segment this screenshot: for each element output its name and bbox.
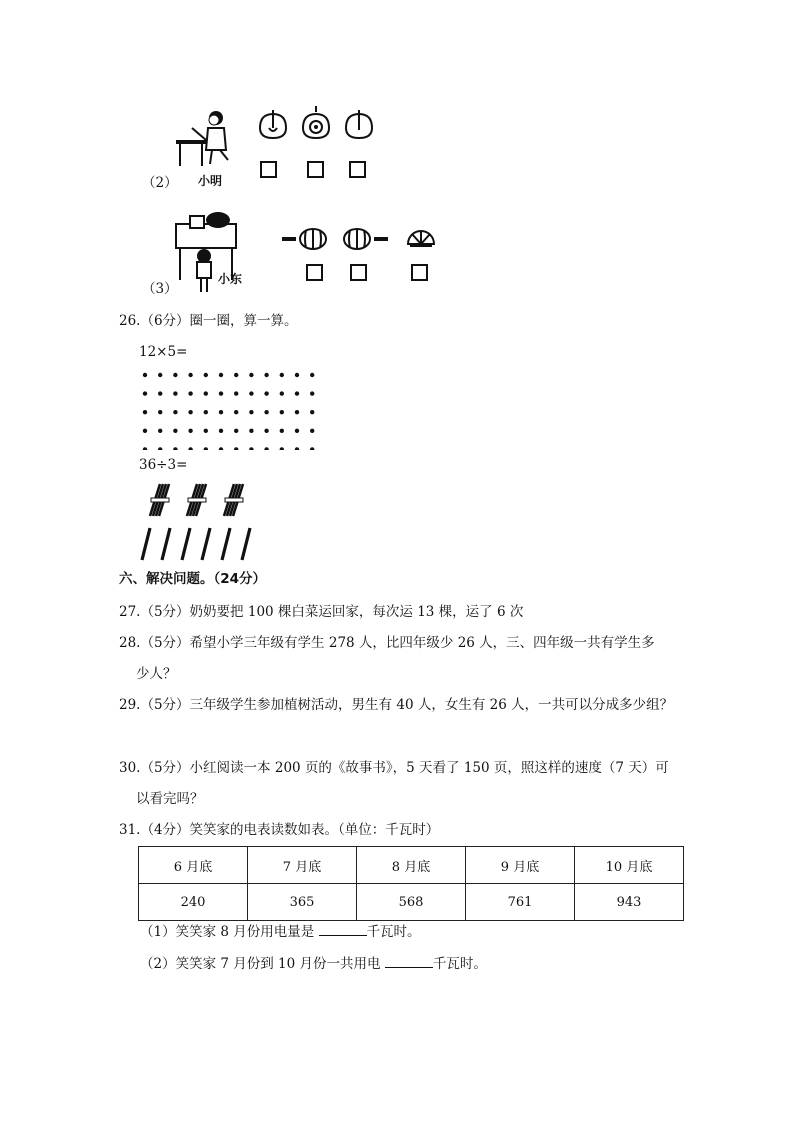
stick-bundle-icon (224, 484, 243, 516)
dot (264, 410, 268, 414)
q25-part2-answer-box-2[interactable] (307, 161, 324, 178)
dot (264, 429, 268, 433)
q31-title: 31.（4分）笑笑家的电表读数如表。（单位：千瓦时） (119, 822, 440, 838)
table-header-cell: 8 月底 (357, 847, 466, 884)
q30-line2: 以看完吗？ (136, 791, 204, 807)
q26-expr-divide: 36÷3= (139, 457, 188, 473)
dot (204, 429, 208, 433)
q31-sub1-answer-blank[interactable] (319, 923, 367, 936)
dot (310, 447, 314, 450)
dot (158, 447, 162, 450)
dot (249, 447, 253, 450)
q31-sub2-prefix: （2）笑笑家 7 月份到 10 月份一共用电 (140, 956, 381, 972)
table-cell: 761 (466, 884, 575, 921)
girl-at-table-illustration (172, 108, 234, 168)
single-stick-icon (222, 528, 230, 560)
dot (219, 410, 223, 414)
dot (310, 373, 314, 377)
dot (143, 410, 147, 414)
stick-bundle-icon (187, 484, 206, 516)
dot (173, 447, 177, 450)
dot (173, 373, 177, 377)
dot (280, 391, 284, 395)
dot (158, 391, 162, 395)
q26-expr-multiply: 12×5= (139, 344, 188, 360)
dot (310, 410, 314, 414)
dot (173, 429, 177, 433)
q25-part3-name: 小东 (218, 272, 243, 286)
dot (295, 391, 299, 395)
dot (143, 447, 147, 450)
teapot-right-view-icon (342, 108, 376, 142)
dot (234, 391, 238, 395)
dot (158, 373, 162, 377)
dot (188, 447, 192, 450)
q28-line2: 少人？ (136, 666, 177, 682)
dot (234, 429, 238, 433)
q25-part2-answer-box-3[interactable] (349, 161, 366, 178)
table-header-cell: 7 月底 (248, 847, 357, 884)
single-stick-icon (202, 528, 210, 560)
dot (280, 429, 284, 433)
dot (219, 429, 223, 433)
q31-sub2 (140, 955, 487, 973)
dot (173, 391, 177, 395)
dot (310, 391, 314, 395)
dot (188, 373, 192, 377)
dot (188, 429, 192, 433)
dot (143, 429, 147, 433)
single-stick-icon (182, 528, 190, 560)
dot (204, 391, 208, 395)
table-row (139, 884, 684, 921)
dot (280, 373, 284, 377)
single-stick-icon (242, 528, 250, 560)
dot (234, 410, 238, 414)
q25-part3-answer-box-1[interactable] (306, 264, 323, 281)
dot (249, 410, 253, 414)
q25-part2-label: （2） (142, 175, 178, 191)
dot (158, 410, 162, 414)
q29-text: 29.（5分）三年级学生参加植树活动，男生有 40 人，女生有 26 人，一共可以分成多少组？ (119, 697, 674, 713)
table-header-cell: 9 月底 (466, 847, 575, 884)
single-stick-icon (162, 528, 170, 560)
meter-reading-table (138, 846, 684, 921)
dot (188, 410, 192, 414)
dot (204, 410, 208, 414)
dot (264, 391, 268, 395)
dot (249, 391, 253, 395)
q25-part3-answer-box-3[interactable] (411, 264, 428, 281)
table-header-cell: 10 月底 (575, 847, 684, 884)
q25-part3-answer-box-2[interactable] (350, 264, 367, 281)
dot (280, 447, 284, 450)
q25-part2-answer-box-1[interactable] (260, 161, 277, 178)
q31-sub1-prefix: （1）笑笑家 8 月份用电量是 (140, 924, 315, 940)
q26-title: 26.（6分）圈一圈，算一算。 (119, 313, 298, 329)
q25-part2-name: 小明 (198, 174, 223, 188)
dot (264, 447, 268, 450)
q31-sub2-suffix: 千瓦时。 (432, 956, 487, 972)
q28-line1: 28.（5分）希望小学三年级有学生 278 人，比四年级少 26 人，三、四年级一共有学生多 (119, 635, 655, 651)
dot (295, 410, 299, 414)
dot (143, 391, 147, 395)
watermelon-knife-left-icon (282, 226, 328, 252)
dot (219, 447, 223, 450)
table-header-cell: 6 月底 (139, 847, 248, 884)
table-cell: 240 (139, 884, 248, 921)
dot (234, 373, 238, 377)
table-header-row (139, 847, 684, 884)
dot (310, 429, 314, 433)
stick-bundle-icon (150, 484, 169, 516)
sticks-illustration[interactable] (136, 482, 266, 562)
table-cell: 943 (575, 884, 684, 921)
watermelon-knife-right-icon (342, 226, 388, 252)
dot (188, 391, 192, 395)
dot (173, 410, 177, 414)
table-cell: 365 (248, 884, 357, 921)
dot (249, 429, 253, 433)
teapot-top-view-icon (298, 106, 334, 142)
dot (249, 373, 253, 377)
dot (219, 391, 223, 395)
q31-sub2-answer-blank[interactable] (385, 955, 433, 968)
dot (219, 373, 223, 377)
dot (295, 429, 299, 433)
dot-grid[interactable] (141, 370, 321, 450)
dot (295, 373, 299, 377)
q27-text: 27.（5分）奶奶要把 100 棵白菜运回家，每次运 13 棵，运了 6 次 (119, 604, 524, 620)
q31-sub1 (140, 923, 421, 941)
q30-line1: 30.（5分）小红阅读一本 200 页的《故事书》，5 天看了 150 页，照这样的速度（7 天）可 (119, 760, 669, 776)
dot (204, 447, 208, 450)
dot (158, 429, 162, 433)
teapot-left-view-icon (256, 108, 290, 142)
dot (204, 373, 208, 377)
single-stick-icon (142, 528, 150, 560)
dot (143, 373, 147, 377)
watermelon-top-view-icon (406, 224, 436, 250)
dot (234, 447, 238, 450)
table-cell: 568 (357, 884, 466, 921)
section6-heading: 六、解决问题。（24分） (119, 571, 267, 587)
q25-part3-label: （3） (142, 281, 178, 297)
dot (295, 447, 299, 450)
q31-sub1-suffix: 千瓦时。 (366, 924, 421, 940)
dot (280, 410, 284, 414)
dot (264, 373, 268, 377)
